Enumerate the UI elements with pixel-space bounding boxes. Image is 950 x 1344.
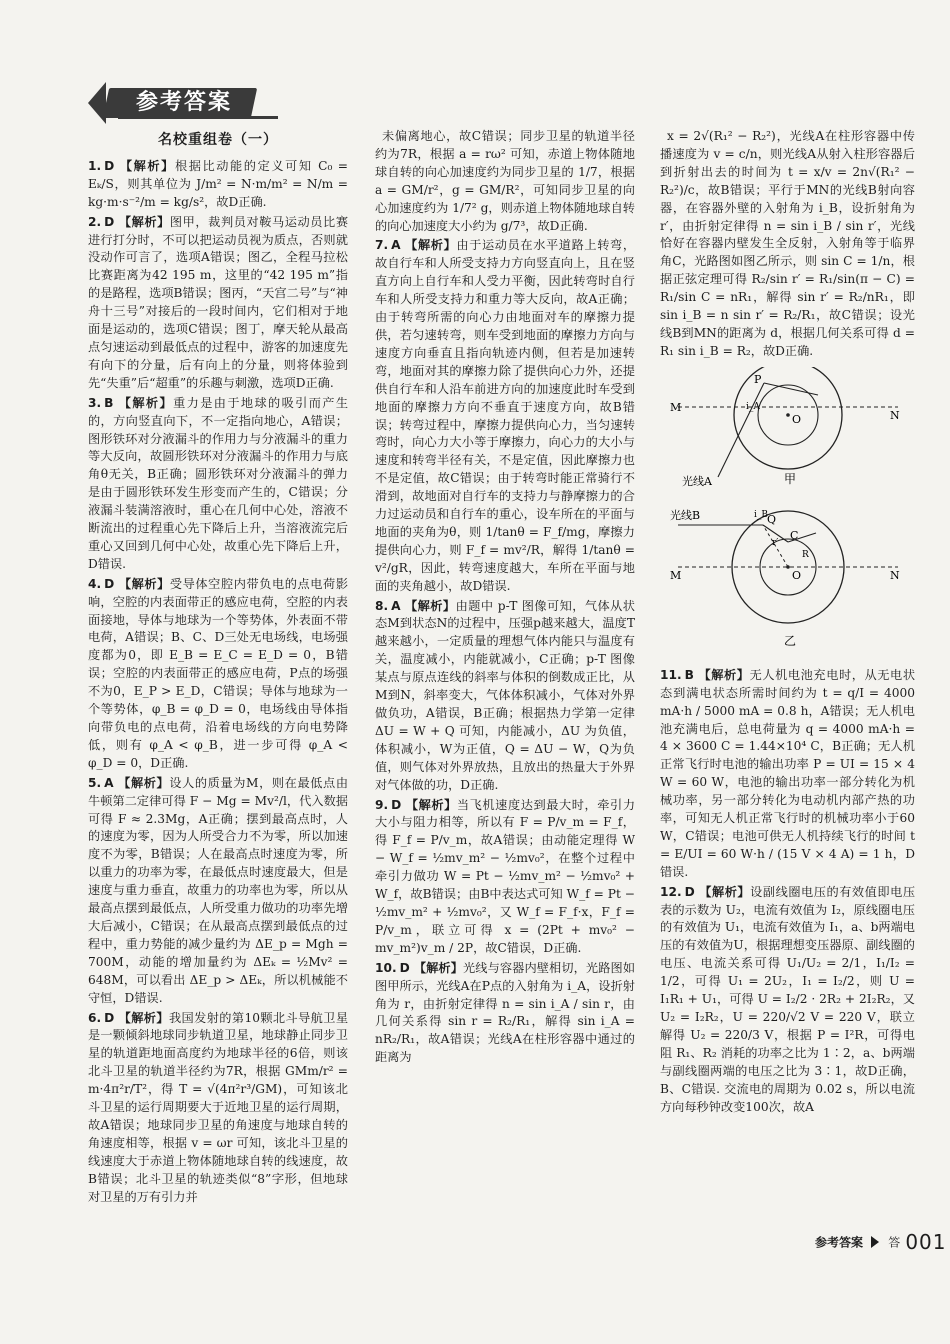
answer-item bbox=[375, 237, 635, 595]
answer-letter: B bbox=[104, 395, 114, 410]
question-number: 8. bbox=[375, 598, 389, 613]
answer-letter: A bbox=[104, 775, 114, 790]
label-m-a: M bbox=[669, 400, 681, 414]
answer-item bbox=[88, 158, 348, 212]
question-number: 2. bbox=[88, 214, 102, 229]
answer-text: 无人机电池充电时，从无电状态到满电状态所需时间约为 t = q/I = 4000 mA·h / 5000 mA = 0.8 h，A错误；无人机电池充满电后，总电荷量为 q = 4000 mA·h = 4 × 3600 C = 1.44×10⁴ C，B正确；无人机正常飞行时电池的输出功率 P = UI = 15 × 4 W = 60 W，电池的输出功率一部分转化为机械功率，另一部分转化为电动机内部产热的功率，可知无人机正常飞行时的机械功率小于60 W，C错误；电池可供无人机持续飞行的时间 t = E/UI = 60 W·h / (15 V × 4 A) = 1 h，D错误. bbox=[660, 667, 916, 879]
center-o-a bbox=[786, 413, 790, 417]
outer-circle-a bbox=[734, 367, 842, 469]
caption-a: 甲 bbox=[783, 471, 796, 486]
analysis-tag: 【解析】 bbox=[413, 960, 463, 975]
column-2 bbox=[375, 128, 635, 1069]
answer-letter: A bbox=[391, 238, 401, 253]
answer-text: 由题中 p-T 图像可知，气体从状态M到状态N的过程中，压强p越来越大，温度T越来越小，一定质量的理想气体内能只与温度有关，温度减小，内能就减小，C正确；p-T 图像某点与原点连线的斜率与体积的倒数成正比，从M到N，斜率变大，气体体积减小，气体对外界做负功，A错误，B正确；根据热力学第一定律 ΔU = W + Q 可知，内能减小，ΔU 为负值，体积减小，W为正值，Q = ΔU − W，Q为负值，则气体对外界放热，且放出的热量大于外界对气体做的功，D正确. bbox=[375, 598, 635, 792]
answer-item bbox=[660, 667, 915, 882]
answer-text: x = 2√(R₁² − R₂²)，光线A在柱形容器中传播速度为 v = c/n，则光线A从射入柱形容器后到折射出去的时间为 t = x/v = 2n√(R₁² − R₂²)/c，故B错误；平行于MN的光线B射向容器，在容器外壁的入射角为 i_B，设折射角为 r′，由折射定律得 n = sin i_B / sin r′，光线恰好在容器内壁发生全反射，入射角等于临界角C，光路图如图乙所示，则 sin C = 1/n，根据正弦定理可得 R₂/sin r′ = R₁/sin(π − C) = R₁/sin C = nR₁，解得 sin r′ = R₂/nR₁，即 sin i_B = n sin r′ = R₂/R₁，故C错误；设光线B到MN的距离为 d，根据几何关系可得 d = R₁ sin i_B = R₂，故D正确. bbox=[660, 129, 915, 358]
footer-prefix: 答 bbox=[888, 1235, 901, 1250]
label-light-a: 光线A bbox=[681, 474, 712, 488]
footer-arrow-icon bbox=[871, 1236, 879, 1248]
answer-text: 根据比动能的定义可知 C₀ = Eₖ/S，则其单位为 J/m² = N·m/m² = N/m = kg·m·s⁻²/m = kg/s²，故D正确. bbox=[88, 158, 349, 209]
answer-text: 受导体空腔内带负电的点电荷影响，空腔的内表面带正的感应电荷，空腔的内表面接地，导体与地球为一个等势体，外表面不带电荷，A错误；B、C、D三处无电场线，电场强度都为0，即 E_B = E_C = E_D = 0，B错误；空腔的内表面带正的感应电荷，P点的场强不为0，E_P > E_D，C错误；导体与地球为一个等势体，φ_B = φ_D = 0，电场线由导体指向带负电的点电荷，沿着电场线的方向电势降低，则有 φ_A < φ_B，进一步可得 φ_A < φ_D = 0，D正确. bbox=[88, 576, 349, 770]
answer-text: 设人的质量为M，则在最低点由牛顿第二定律可得 F − Mg = Mv²/l，代入数据可得 F ≈ 2.3Mg，A正确；摆到最高点时，人的速度为零，因为人所受合力不为零，所以加速度不为零，B错误；人在最高点时速度为零，所以重力的功率为零，在最低点时速度最大，但是速度与重力垂直，故重力的功率也为零，所以从最高点摆到最低点，人所受重力做功的功率先增大后减小，C错误；在从最高点摆到最低点的过程中，重力势能的减少量约为 ΔE_p = Mgh = 700M，动能的增加量约为 ΔEₖ = ½Mv² = 648M，可以看出 ΔE_p > ΔEₖ，所以机械能不守恒，D错误. bbox=[88, 775, 349, 1005]
answer-item bbox=[375, 598, 635, 795]
question-number: 5. bbox=[88, 775, 102, 790]
caption-b: 乙 bbox=[783, 633, 796, 648]
answer-text: 由于运动员在水平道路上转弯，故自行车和人所受支持力方向竖直向上，且在竖直方向上自行车和人受力平衡，因此转弯时自行车和人所受支持力和重力等大反向，故A正确；由于转弯所需的向心力由地面对车的摩擦力提供，若匀速转弯，则车受到地面的摩擦力方向与速度方向垂直且指向轨迹内侧，但若是加速转弯，地面对其的摩擦力除了提供向心力外，还提供自行车和人沿车前进方向的加速度此时车受到地面的摩擦力方向不垂直于速度方向，故B错误；转弯过程中，摩擦力提供向心力，当匀速转弯时，向心力大小等于摩擦力，向心力的大小与速度和转弯半径有关，不是定值，因此摩擦力也不是定值，故C错误；由于转弯时能正常骑行不滑到，故地面对自行车的支持力与静摩擦力的合力过运动员和自行车的重心，设车所在的平面与地面的夹角为θ，则 1/tanθ = F_f/mg，摩擦力提供向心力，则 F_f = mv²/R，解得 1/tanθ = v²/gR，因此，转弯速度越大，车所在平面与地面的夹角越小，故D错误. bbox=[375, 238, 636, 593]
answer-list-1 bbox=[88, 158, 348, 1207]
question-number: 9. bbox=[375, 797, 389, 812]
question-number: 12. bbox=[660, 884, 682, 899]
answer-item bbox=[375, 128, 635, 235]
footer-label: 参考答案 bbox=[815, 1235, 864, 1250]
optics-diagram bbox=[668, 367, 908, 667]
page-footer bbox=[815, 1230, 947, 1254]
analysis-tag: 【解析】 bbox=[405, 797, 457, 812]
question-number: 10. bbox=[375, 960, 397, 975]
analysis-tag: 【解析】 bbox=[118, 576, 170, 591]
label-q: Q bbox=[766, 512, 776, 526]
column-1 bbox=[88, 128, 348, 1208]
label-o-b: O bbox=[791, 568, 801, 582]
answer-list-2 bbox=[375, 128, 635, 1067]
question-number: 3. bbox=[88, 395, 102, 410]
answer-list-3b bbox=[660, 667, 915, 1117]
answer-letter: D bbox=[104, 1010, 115, 1025]
label-m-b: M bbox=[669, 568, 681, 582]
answer-letter: D bbox=[399, 960, 410, 975]
answer-item bbox=[88, 775, 348, 1008]
logo-text: 参考答案 bbox=[135, 90, 232, 115]
analysis-tag: 【解析】 bbox=[404, 238, 457, 253]
answer-item bbox=[375, 797, 635, 958]
label-r: R bbox=[801, 549, 809, 560]
question-number: 6. bbox=[88, 1010, 102, 1025]
figure-a bbox=[670, 367, 900, 488]
logo-underline bbox=[118, 116, 278, 119]
answer-list-3 bbox=[660, 128, 915, 361]
label-light-b: 光线B bbox=[669, 508, 700, 522]
label-ib: i_B bbox=[753, 509, 768, 520]
label-n-b: N bbox=[889, 568, 900, 582]
answer-item bbox=[88, 1010, 348, 1207]
label-n-a: N bbox=[889, 408, 900, 422]
ray-a-in bbox=[718, 383, 764, 477]
question-number: 7. bbox=[375, 238, 389, 253]
label-r-prime: r′ bbox=[771, 537, 778, 548]
question-number: 4. bbox=[88, 576, 102, 591]
analysis-tag: 【解析】 bbox=[697, 667, 750, 682]
analysis-tag: 【解析】 bbox=[117, 775, 170, 790]
answer-letter: B bbox=[684, 667, 694, 682]
analysis-tag: 【解析】 bbox=[404, 598, 456, 613]
answer-item bbox=[660, 128, 915, 361]
answer-text: 未偏离地心，故C错误；同步卫星的轨道半径约为7R，根据 a = rω² 可知，赤道上物体随地球自转的向心加速度约为同步卫星的 1/7，根据 a = GM/r²，g = GM/R²，可知同步卫星的向心加速度约为 1/7² g，则赤道上物体随地球自转的向心加速度大小约为 g/7³，故D正确. bbox=[375, 129, 635, 233]
analysis-tag: 【解析】 bbox=[117, 395, 174, 410]
answer-item bbox=[88, 214, 348, 393]
answer-letter: D bbox=[391, 797, 402, 812]
question-number: 1. bbox=[88, 158, 102, 173]
column-3 bbox=[660, 128, 915, 1118]
answer-item bbox=[375, 960, 635, 1067]
analysis-tag: 【解析】 bbox=[118, 1010, 169, 1025]
answer-text: 设副线圈电压的有效值即电压表的示数为 U₂，电流有效值为 I₂，原线圈电压的有效值为 U₁，电流有效值为 I₁，a、b两端电压的有效值为U，根据理想变压器原、副线圈的电压、电流关系可得 U₁/U₂ = 2/1，I₁/I₂ = 1/2，可得 U₁ = 2U₂，I₁ = I₂/2，则 U = I₁R₁ + U₁，可得 U = I₂/2 · 2R₂ + 2I₂R₂，又 U₂ = I₂R₂，U = 220/√2 V = 220 V，联立解得 U₂ = 220/3 V，根据 P = I²R，可得电阻 R₁、R₂ 消耗的功率之比为 1∶2，a、b两端与副线圈两端的电压之比为 3∶1，故D正确，B、C错误. 交流电的周期为 0.02 s，所以电流方向每秒钟改变100次，故A bbox=[660, 884, 916, 1114]
question-number: 11. bbox=[660, 667, 682, 682]
answer-item bbox=[88, 395, 348, 574]
analysis-tag: 【解析】 bbox=[698, 884, 751, 899]
analysis-tag: 【解析】 bbox=[118, 214, 170, 229]
answer-item bbox=[88, 576, 348, 773]
answer-text: 重力是由于地球的吸引而产生的，方向竖直向下，不一定指向地心，A错误；图形铁环对分液漏斗的作用力与分液漏斗的重力等大反向，故圆形铁环对分液漏斗的作用力与底角θ无关，B正确；圆形铁环对分液漏斗的弹力是由于圆形铁环发生形变而产生的，C错误；分液漏斗装满溶液时，重心在几何中心处，溶液不断流出的过程重心先下降后上升，当溶液流完后重心又回到几何中心处，故重心先下降后上升，D错误. bbox=[88, 395, 349, 571]
answer-text: 图甲，裁判员对鞍马运动员比赛进行打分时，不可以把运动员视为质点，否则就没动作可言了，选项A错误；图乙，全程马拉松比赛距离为42 195 m，这里的“42 195 m”指的是路程，选项B错误；图丙，“天宫二号”与“神舟十三号”对接后的一段时间内，它们相对于地面是运动的，选项C错误；图丁，摩天轮从最高点匀速运动到最低点的过程中，游客的加速度先有向下的分量，后有向上的分量，则将体验到先“失重”后“超重”的乐趣与刺激，选项D正确. bbox=[88, 214, 349, 390]
figure-b bbox=[670, 508, 900, 648]
label-c: C bbox=[789, 528, 798, 542]
answer-text: 光线与容器内壁相切，光路图如图甲所示，光线A在P点的入射角为 i_A，设折射角为 r，由折射定律得 n = sin i_A / sin r，由几何关系得 sin r = R₂/R₁，解得 sin i_A = nR₂/R₁，故A错误；光线A在柱形容器中通过的距离为 bbox=[375, 960, 636, 1065]
answer-text: 我国发射的第10颗北斗导航卫星是一颗倾斜地球同步轨道卫星，地球静止同步卫星的轨道距地面高度约为地球半径的6倍，则该北斗卫星的轨道半径约为7R，根据 GMm/r² = m·4π²r/T²，得 T = √(4π²r³/GM)，可知该北斗卫星的运行周期要大于近地卫星的运行周期，故A错误；地球同步卫星的角速度与地球自转的角速度相等，根据 v = ωr 可知，该北斗卫星的线速度大于赤道上物体随地球自转的线速度，故B错误；北斗卫星的轨迹类似“8”字形，但地球对卫星的万有引力并 bbox=[88, 1010, 349, 1204]
label-o-a: O bbox=[791, 412, 801, 426]
answer-text: 当飞机速度达到最大时，牵引力大小与阻力相等，所以有 F = P/v_m = F_f，得 F_f = P/v_m，故A错误；由动能定理得 W − W_f = ½mv_m² − ½mv₀²，在整个过程中牵引力做功 W = Pt − ½mv_m² − ½mv₀² + W_f，故B错误；由B中表达式可知 W_f = Pt − ½mv_m² + ½mv₀²，又 W_f = F_f·x，F_f = P/v_m，联立可得 x = (2Pt + mv₀² − mv_m²)v_m / 2P，故C错误，D正确. bbox=[375, 797, 636, 955]
answer-letter: D bbox=[684, 884, 695, 899]
answer-letter: D bbox=[104, 576, 115, 591]
answer-letter: A bbox=[391, 598, 401, 613]
answer-letter: D bbox=[104, 158, 115, 173]
section-title: 名校重组卷（一） bbox=[158, 132, 278, 148]
analysis-tag: 【解析】 bbox=[118, 158, 175, 173]
answer-letter: D bbox=[104, 214, 115, 229]
label-p: P bbox=[753, 372, 761, 386]
page-number: 001 bbox=[905, 1230, 947, 1254]
label-ia: i_A bbox=[745, 401, 760, 412]
logo-badge bbox=[88, 82, 258, 124]
answer-item bbox=[660, 884, 915, 1117]
center-o-b bbox=[786, 565, 790, 569]
